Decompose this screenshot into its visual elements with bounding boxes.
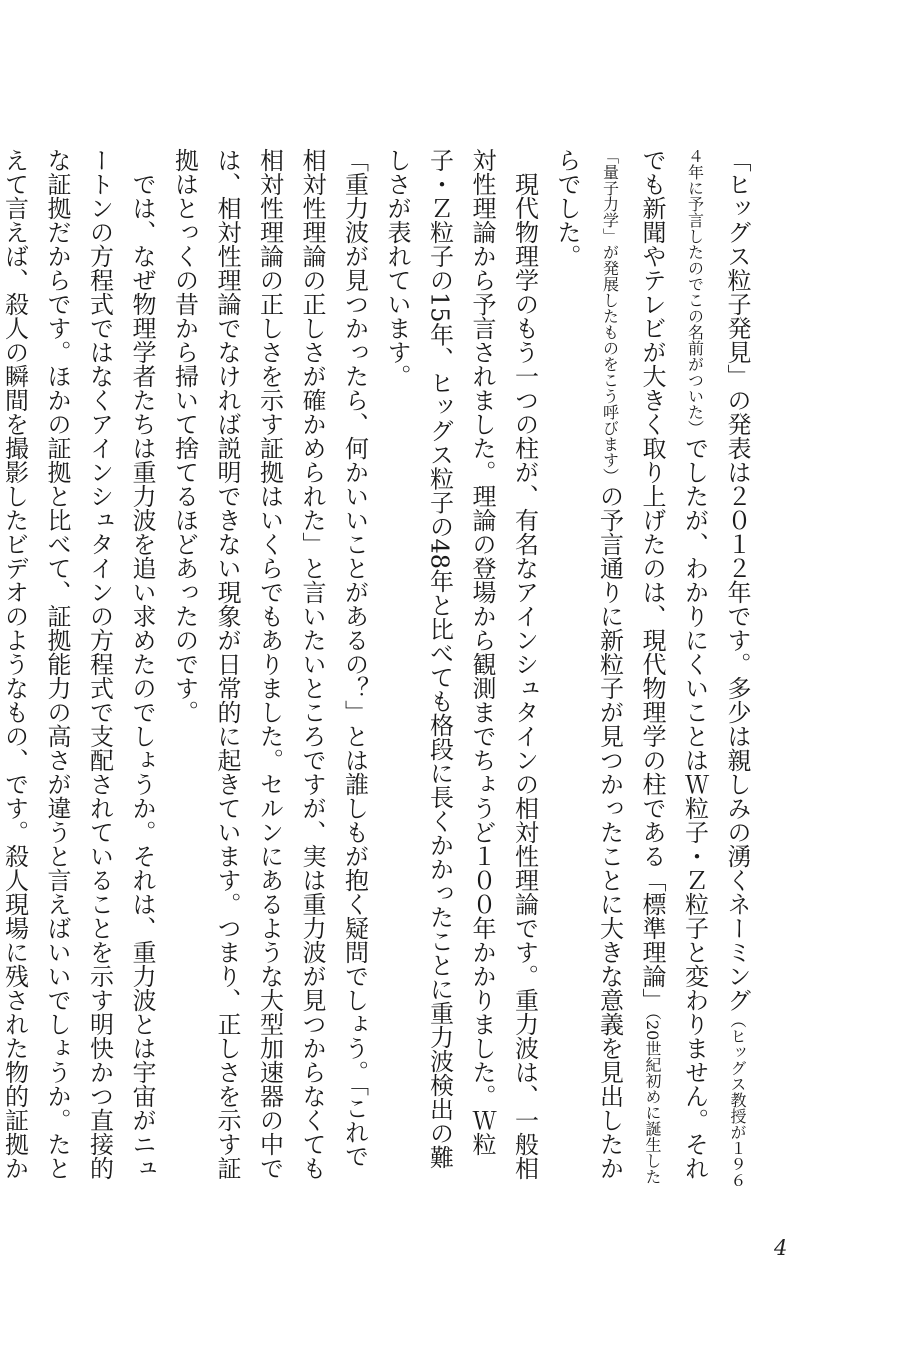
paragraph-why (0, 148, 163, 1188)
annotation-quantum-mechanics: （20世紀初めに誕生した「量子力学」が発展したものをこう呼びます） (600, 148, 662, 1185)
paragraph-higgs (546, 148, 759, 1188)
page-number: 4 (774, 1236, 788, 1260)
text-segment: の予言通りに新粒子が見つかったことに大きな意義を見出したからでした。 (553, 148, 624, 1180)
annotation-higgs-professor: （ヒッグス教授が１９６４年に予言したのでこの名前がついた） (685, 148, 747, 1188)
text-segment: 現代物理学のもう一つの柱が、有名なアインシュタインの相対性理論です。重力波は、一般相対性理論から予言されました。理論の登場から観測までちょうど１００年かかりました。Ｗ粒子・Ｚ粒子の15年、ヒッグス粒子の48年と比べても格段に長くかかったことに重力波検出の難しさが表れています。 (383, 148, 539, 1180)
text-segment: では、なぜ物理学者たちは重力波を追い求めたのでしょうか。それは、重力波とは宇宙がニュートンの方程式ではなくアインシュタインの方程式で支配されていることを示す明快かつ直接的な証拠だからです。ほかの証拠と比べて、証拠能力の高さが違うと言えばいいでしょうか。たとえて言えば、殺人の瞬間を撮影したビデオのようなもの、です。殺人現場に残された物的証拠か (0, 148, 156, 1180)
text-segment: 「重力波が見つかったら、何かいいことがあるの？」とは誰しもが抱く疑問でしょう。「これで相対性理論の正しさが確かめられた」と言いたいところですが、実は重力波が見つからなくても相対性理論の正しさを示す証拠はいくらでもありました。セルンにあるような大型加速器の中では、相対性理論でなければ説明できない現象が日常的に起きています。つまり、正しさを示す証拠はとっくの昔から掃いて捨てるほどあったのです。 (170, 148, 369, 1180)
vertical-text-block (0, 148, 758, 1188)
text-segment: でしたが、わかりにくいことはＷ粒子・Ｚ粒子と変わりません。それでも新聞やテレビが大きく取り上げたのは、現代物理学の柱である「標準理論」 (638, 148, 709, 1180)
paragraph-question (163, 148, 376, 1188)
text-segment: 「ヒッグス粒子発見」の発表は２０１２年です。多少は親しみの湧くネーミング (723, 148, 751, 1012)
paragraph-relativity (376, 148, 546, 1188)
